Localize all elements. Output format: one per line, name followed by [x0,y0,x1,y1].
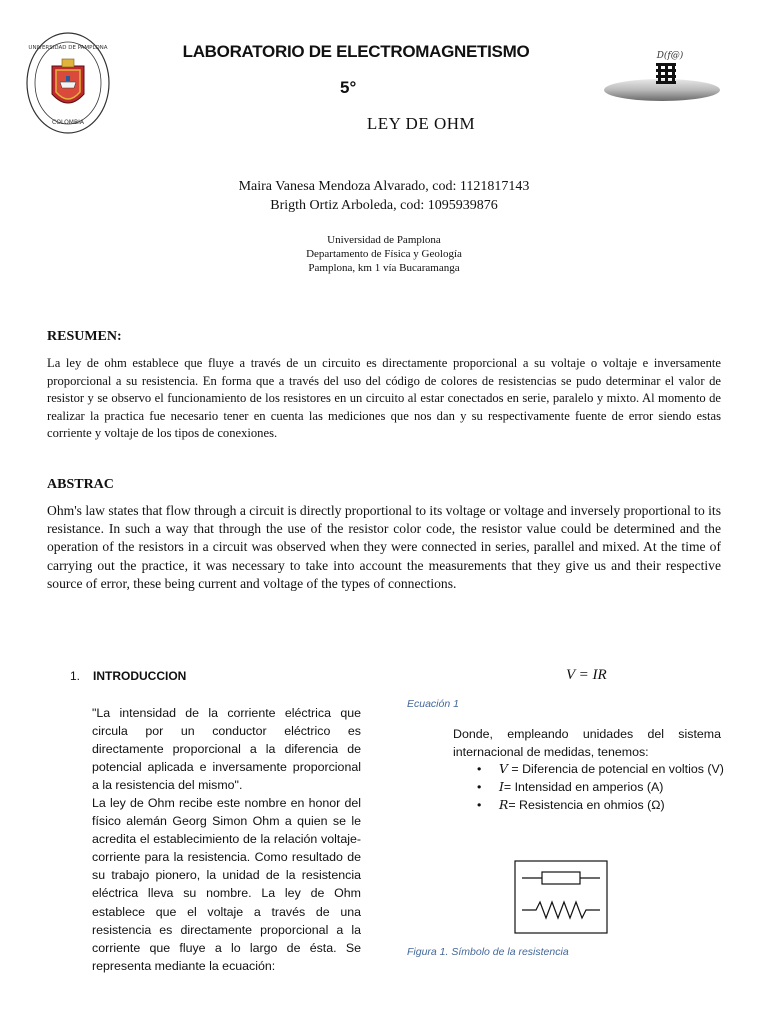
author-1: Maira Vanesa Mendoza Alvarado, cod: 1121817143 [238,179,530,194]
lab-title: LABORATORIO DE ELECTROMAGNETISMO [182,42,530,61]
bullet-icon: • [477,780,482,795]
affiliation-address: Pamplona, km 1 vía Bucaramanga [308,262,460,274]
units-intro: Donde, empleando unidades del sistema internacional de medidas, tenemos: [453,727,721,760]
list-item [473,796,733,814]
affiliation-department: Departamento de Física y Geología [306,248,462,260]
resumen-heading: RESUMEN: [47,329,122,344]
author-2: Brigth Ortiz Arboleda, cod: 1095939876 [270,198,498,213]
ohm-equation: V = IR [566,667,607,683]
bullet-icon: • [477,798,482,813]
svg-text:COLOMBIA: COLOMBIA [52,119,84,126]
grade-number: 5° [340,78,357,97]
intro-quote: "La intensidad de la corriente eléctrica que circula por un conductor eléctrico es directamente proporcional a la diferencia de potencial aplicada e inversamente proporcional a la resistencia del mismo". [92,706,361,793]
affiliation-university: Universidad de Pamplona [327,234,441,246]
svg-text:D(f@): D(f@) [656,51,684,61]
symbol-r: R [499,797,509,813]
abstract-heading: ABSTRAC [47,477,114,492]
intro-heading: INTRODUCCION [93,669,187,683]
list-item [473,760,733,778]
equation-caption: Ecuación 1 [407,698,459,710]
units-list [473,760,733,814]
abstract-paragraph: Ohm's law states that flow through a circuit is directly proportional to its voltage or voltage and inversely proportional to its resistance. In such a way that through the use of the resistor color code, the resistor value could be determined and the operation of the resistors in a circuit was observed when they were connected in series, parallel and mixed. At the time of carrying out the practice, it was necessary to take into account the measurements that they give us and their respective source of error, these being current and voltage of the types of connections. [47,503,721,591]
resumen-paragraph: La ley de ohm establece que fluye a través de un circuito es directamente proporcional a su voltaje o voltaje e inversamente proporcional a su resistencia. En forma que a través del uso del código de colores de resistencias se pudo determinar el valor de resistor y se observo el funcionamiento de los resistores en un circuito al estar conectados en serie, paralelo y mixto. Al momento de realizar la practica fue necesario tener en cuenta las mediciones que nos dan y su respectivamente fuente de error siendo estas corriente y voltaje de los tipos de conexiones. [47,356,721,440]
figure-caption: Figura 1. Símbolo de la resistencia [407,946,569,958]
bullet-icon: • [477,762,482,776]
intro-paragraph: La ley de Ohm recibe este nombre en honor del físico alemán Georg Simon Ohm a quien se le acredita el establecimiento de la relación voltaje-corriente para la resistencia. Como resultado de su trabajo pionero, la unidad de la resistencia eléctrica lleva su nombre. La ley de Ohm establece que el voltaje a través de una resistencia es directamente proporcional a la corriente que fluye a lo largo de ésta. Se representa mediante la ecuación: [92,796,361,973]
unit-description: = Diferencia de potencial en voltios (V) [507,762,724,776]
unit-description: = Intensidad en amperios (A) [503,780,664,795]
resistor-symbol-figure [514,860,608,934]
svg-text:UNIVERSIDAD DE PAMPLONA: UNIVERSIDAD DE PAMPLONA [28,45,108,51]
symbol-v: V [499,761,508,776]
document-title: LEY DE OHM [366,114,476,133]
list-item [473,778,733,796]
intro-number: 1. [70,669,81,683]
unit-description: = Resistencia en ohmios (Ω) [508,798,665,813]
symbol-i: I [499,779,504,795]
